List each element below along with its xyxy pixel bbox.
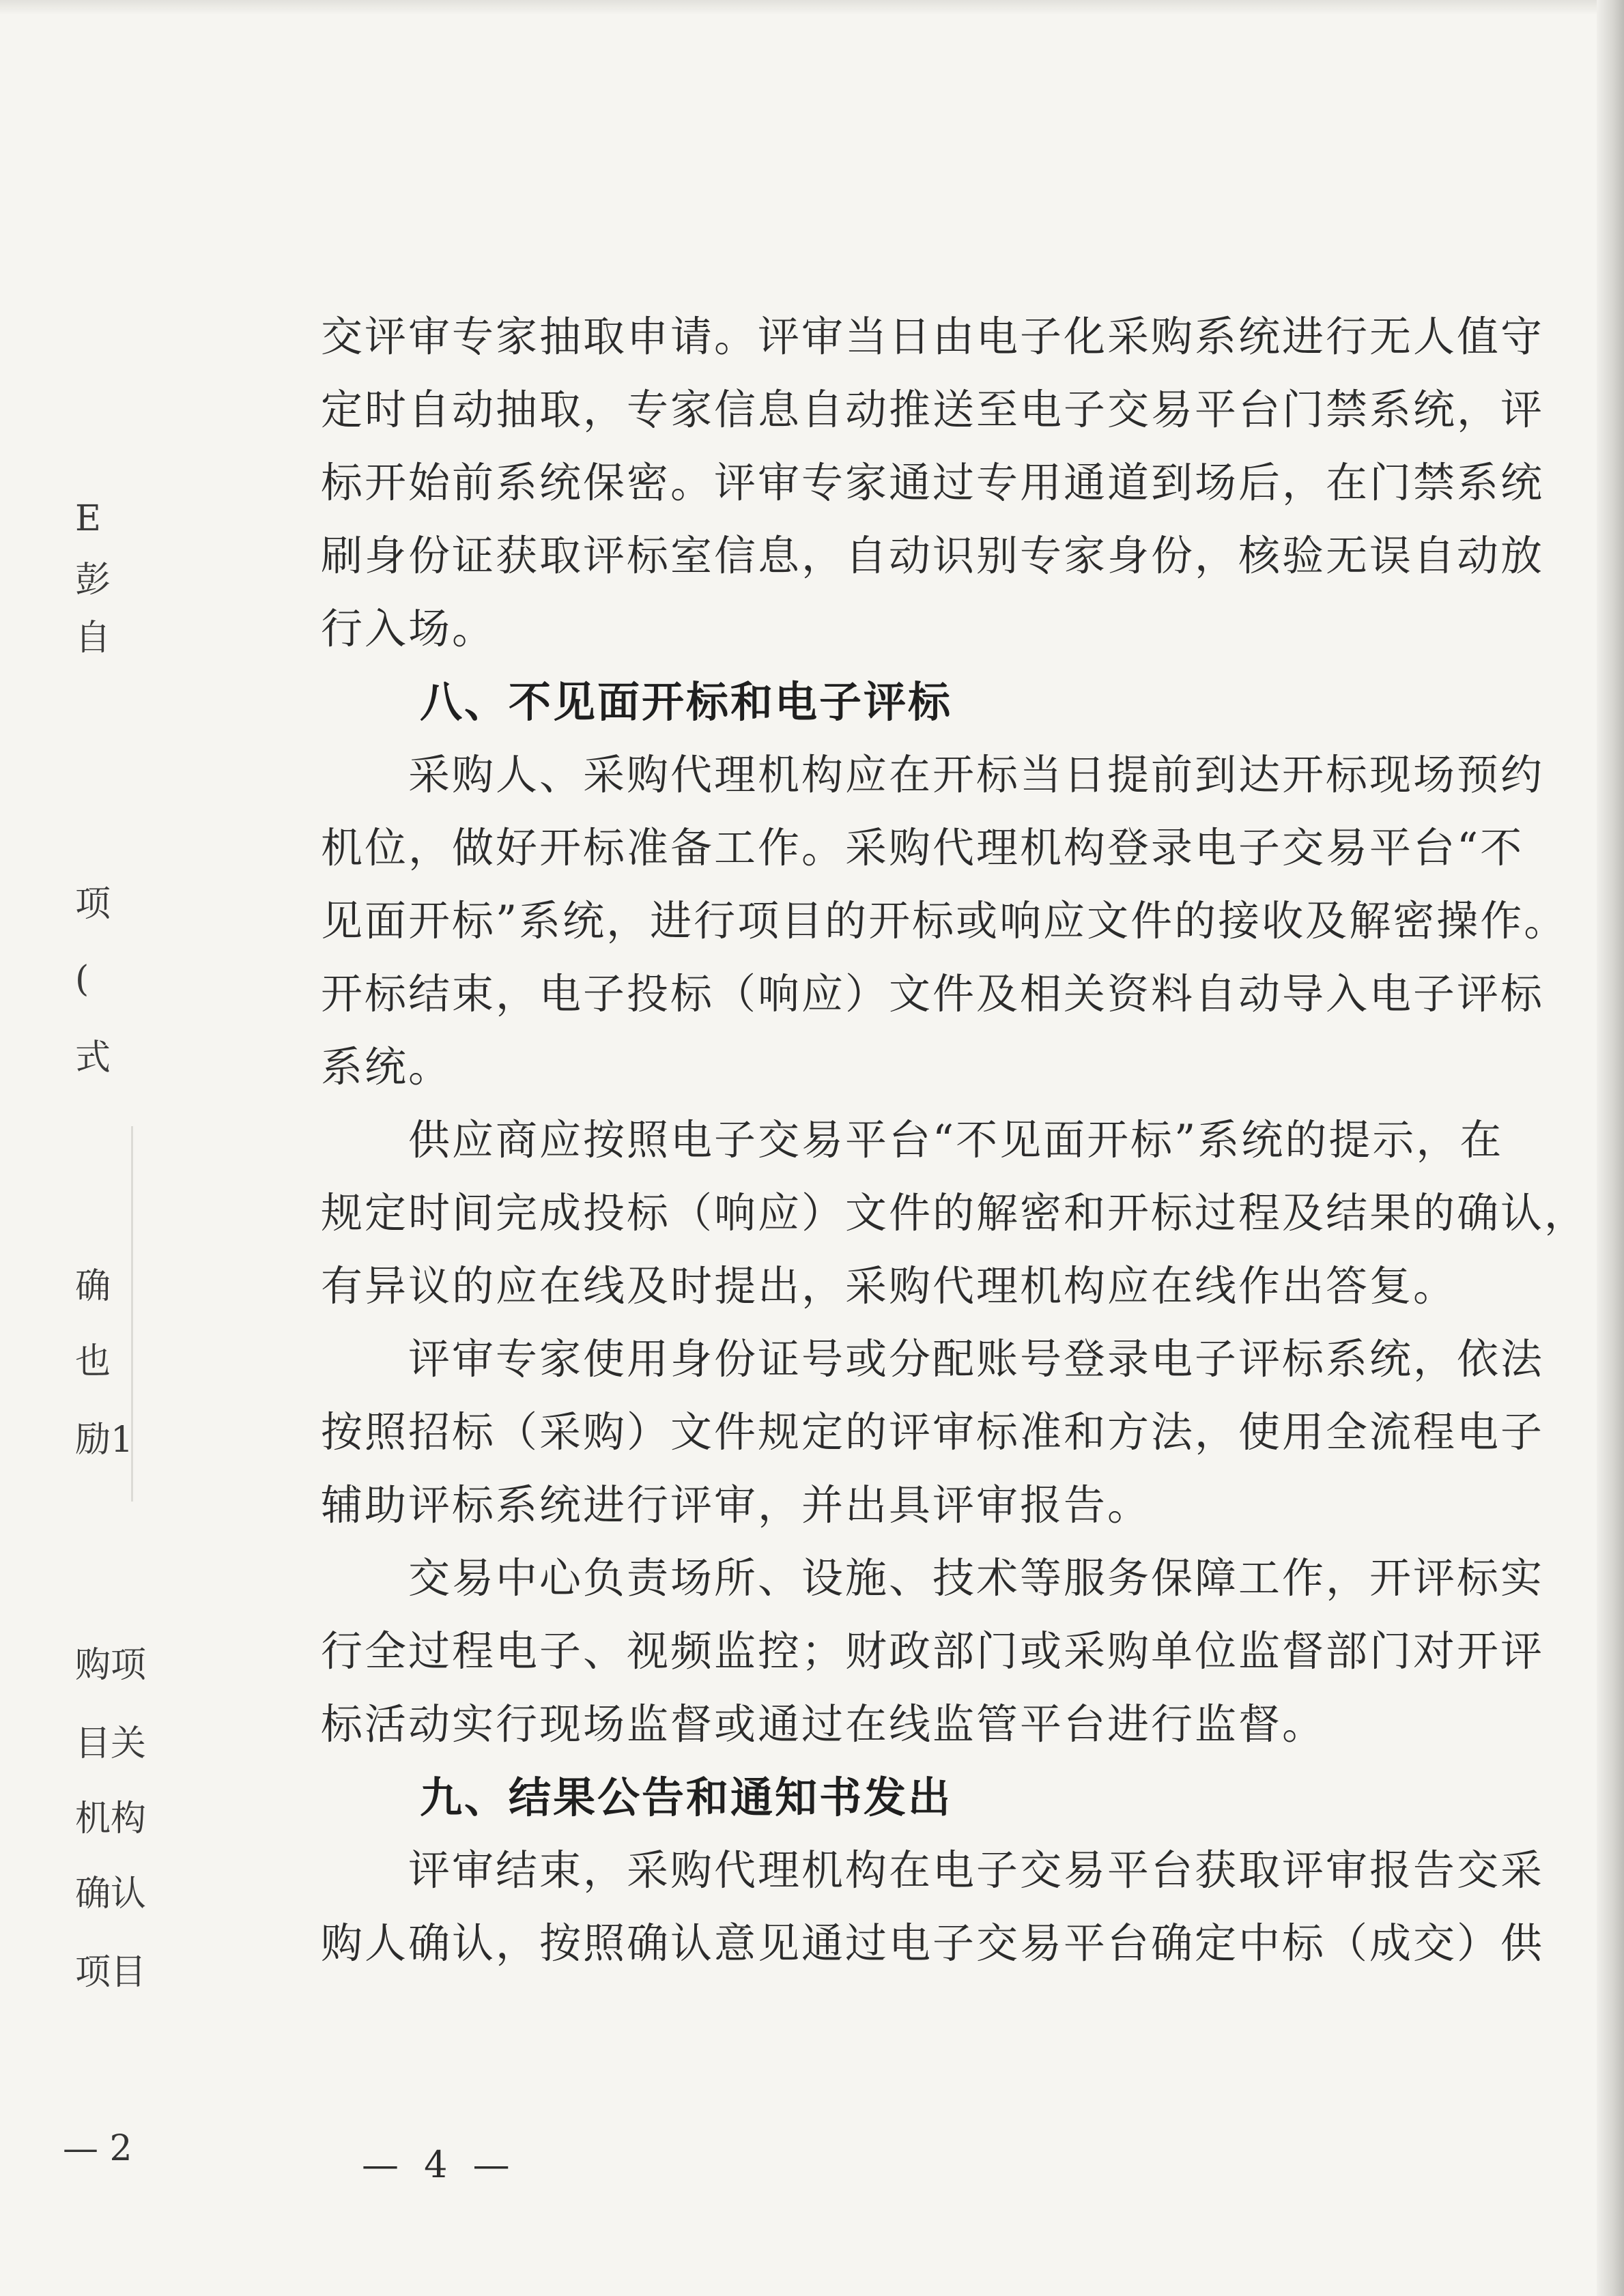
- body-line: 规定时间完成投标（响应）文件的解密和开标过程及结果的确认，: [321, 1189, 1589, 1237]
- body-line: 行全过程电子、视频监控；财政部门或采购单位监督部门对开评: [321, 1627, 1545, 1676]
- body-line: 交评审专家抽取申请。评审当日由电子化采购系统进行无人值守: [321, 313, 1545, 361]
- left-fragment: 也: [75, 1341, 111, 1382]
- left-fragment: 项目: [75, 1952, 147, 1993]
- previous-page-bleed-column: [75, 0, 157, 2296]
- section-heading-8: 八、不见面开标和电子评标: [420, 677, 953, 727]
- scan-right-edge: [1597, 0, 1624, 2296]
- left-fragment: 彭: [75, 560, 111, 601]
- page-number: — 4 —: [362, 2143, 517, 2186]
- left-fragment: (: [75, 959, 89, 1000]
- body-line: 有异议的应在线及时提出，采购代理机构应在线作出答复。: [321, 1262, 1457, 1310]
- body-line: 评审结束，采购代理机构在电子交易平台获取评审报告交采: [408, 1846, 1545, 1895]
- body-line: 标活动实行现场监督或通过在线监管平台进行监督。: [321, 1700, 1326, 1749]
- body-line: 按照招标（采购）文件规定的评审标准和方法，使用全流程电子: [321, 1408, 1545, 1456]
- body-line: 系统。: [321, 1043, 453, 1091]
- document-body: [321, 300, 1589, 1980]
- left-fragment: 自: [75, 618, 111, 659]
- body-line: 机位，做好开标准备工作。采购代理机构登录电子交易平台“不: [321, 824, 1524, 872]
- section-heading-9: 九、结果公告和通知书发出: [420, 1773, 953, 1822]
- body-line: 行入场。: [321, 605, 496, 653]
- body-line: 交易中心负责场所、设施、技术等服务保障工作，开评标实: [408, 1554, 1545, 1603]
- left-fragment: 项: [75, 884, 111, 925]
- body-line: 见面开标”系统，进行项目的开标或响应文件的接收及解密操作。: [321, 897, 1568, 945]
- left-fragment: 确认: [75, 1874, 147, 1914]
- body-line: 评审专家使用身份证号或分配账号登录电子评标系统，依法: [408, 1335, 1545, 1383]
- body-line: 定时自动抽取，专家信息自动推送至电子交易平台门禁系统，评: [321, 386, 1545, 434]
- left-fragment: 目关: [75, 1723, 147, 1764]
- previous-page-number: — 2: [63, 2128, 132, 2169]
- body-line: 开标结束，电子投标（响应）文件及相关资料自动导入电子评标: [321, 970, 1545, 1018]
- left-fragment: 购项: [75, 1645, 147, 1686]
- body-line: 购人确认，按照确认意见通过电子交易平台确定中标（成交）供: [321, 1919, 1545, 1968]
- body-line: 标开始前系统保密。评审专家通过专用通道到场后，在门禁系统: [321, 459, 1545, 507]
- scan-top-edge: [0, 0, 1624, 15]
- body-line: 供应商应按照电子交易平台“不见面开标”系统的提示，在: [408, 1116, 1504, 1164]
- body-line: 采购人、采购代理机构应在开标当日提前到达开标现场预约: [408, 751, 1545, 799]
- left-fragment: 机构: [75, 1798, 147, 1839]
- left-fragment: 式: [75, 1037, 111, 1078]
- body-line: 辅助评标系统进行评审，并出具评审报告。: [321, 1481, 1152, 1530]
- left-fragment: 励1: [75, 1420, 134, 1461]
- left-fragment: E: [75, 498, 101, 539]
- body-line: 刷身份证获取评标室信息，自动识别专家身份，核验无误自动放: [321, 532, 1545, 580]
- left-fragment: 确: [75, 1266, 111, 1307]
